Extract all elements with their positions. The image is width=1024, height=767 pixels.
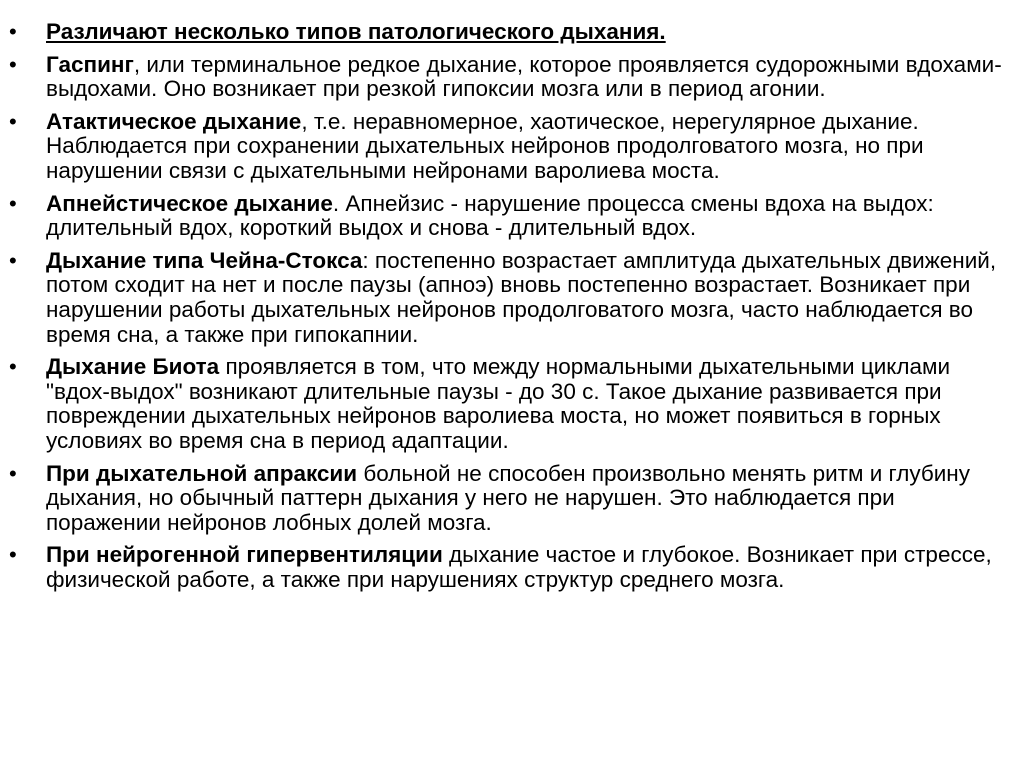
- list-item-heading: [9, 19, 1014, 45]
- item-term: Дыхание типа Чейна-Стокса: [46, 247, 363, 273]
- item-text: , или терминальное редкое дыхание, которое проявляется судорожными вдохами-выдохами. Оно возникает при резкой гипоксии мозга или в период агонии.: [46, 51, 1002, 102]
- item-text: : постепенно возрастает амплитуда дыхательных движений, потом сходит на нет и после паузы (апноэ) вновь постепенно возрастает. Возникает при нарушении работы дыхательных нейронов продолговатого мозга, часто наблюдается во время сна, а также при гипокапнии.: [46, 247, 997, 347]
- item-term: При нейрогенной гипервентиляции: [46, 542, 443, 568]
- list-item: [9, 542, 1014, 592]
- bullet-icon: •: [9, 247, 17, 273]
- item-term: Дыхание Биота: [46, 354, 220, 380]
- bullet-icon: •: [9, 108, 17, 134]
- list-item: [9, 354, 1014, 453]
- item-term: Гаспинг: [46, 51, 134, 77]
- item-term: При дыхательной апраксии: [46, 460, 358, 486]
- list-item: [9, 190, 1014, 241]
- bullet-list: [9, 19, 1014, 600]
- bullet-icon: •: [9, 354, 17, 380]
- list-item: [9, 51, 1014, 102]
- item-text: проявляется в том, что между нормальными дыхательными циклами "вдох-выдох" возникают длительные паузы - до 30 с. Такое дыхание развивается при повреждении дыхательных нейронов варолиева моста, но может появиться в горных условиях во время сна в период адаптации.: [46, 354, 951, 453]
- bullet-icon: •: [9, 542, 17, 568]
- list-item: [9, 247, 1014, 347]
- bullet-icon: •: [9, 19, 17, 44]
- item-text: больной не способен произвольно менять ритм и глубину дыхания, но обычный паттерн дыхания у него не нарушен. Это наблюдается при поражении нейронов лобных долей мозга.: [46, 460, 970, 535]
- slide-heading: Различают несколько типов патологического дыхания.: [46, 19, 666, 44]
- item-text: . Апнейзис - нарушение процесса смены вдоха на выдох: длительный вдох, короткий выдох и снова - длительный вдох.: [46, 190, 934, 241]
- item-text: дыхание частое и глубокое. Возникает при стрессе, физической работе, а также при нарушениях структур среднего мозга.: [46, 542, 992, 592]
- list-item: [9, 108, 1014, 184]
- list-item: [9, 460, 1014, 536]
- bullet-icon: •: [9, 190, 17, 216]
- item-term: Атактическое дыхание: [46, 108, 302, 134]
- bullet-icon: •: [9, 460, 17, 486]
- item-term: Апнейстическое дыхание: [46, 190, 333, 216]
- item-text: , т.е. неравномерное, хаотическое, нерегулярное дыхание. Наблюдается при сохранении дыхательных нейронов продолговатого мозга, но при нарушении связи с дыхательными нейронами варолиева моста.: [46, 108, 924, 183]
- bullet-icon: •: [9, 51, 17, 77]
